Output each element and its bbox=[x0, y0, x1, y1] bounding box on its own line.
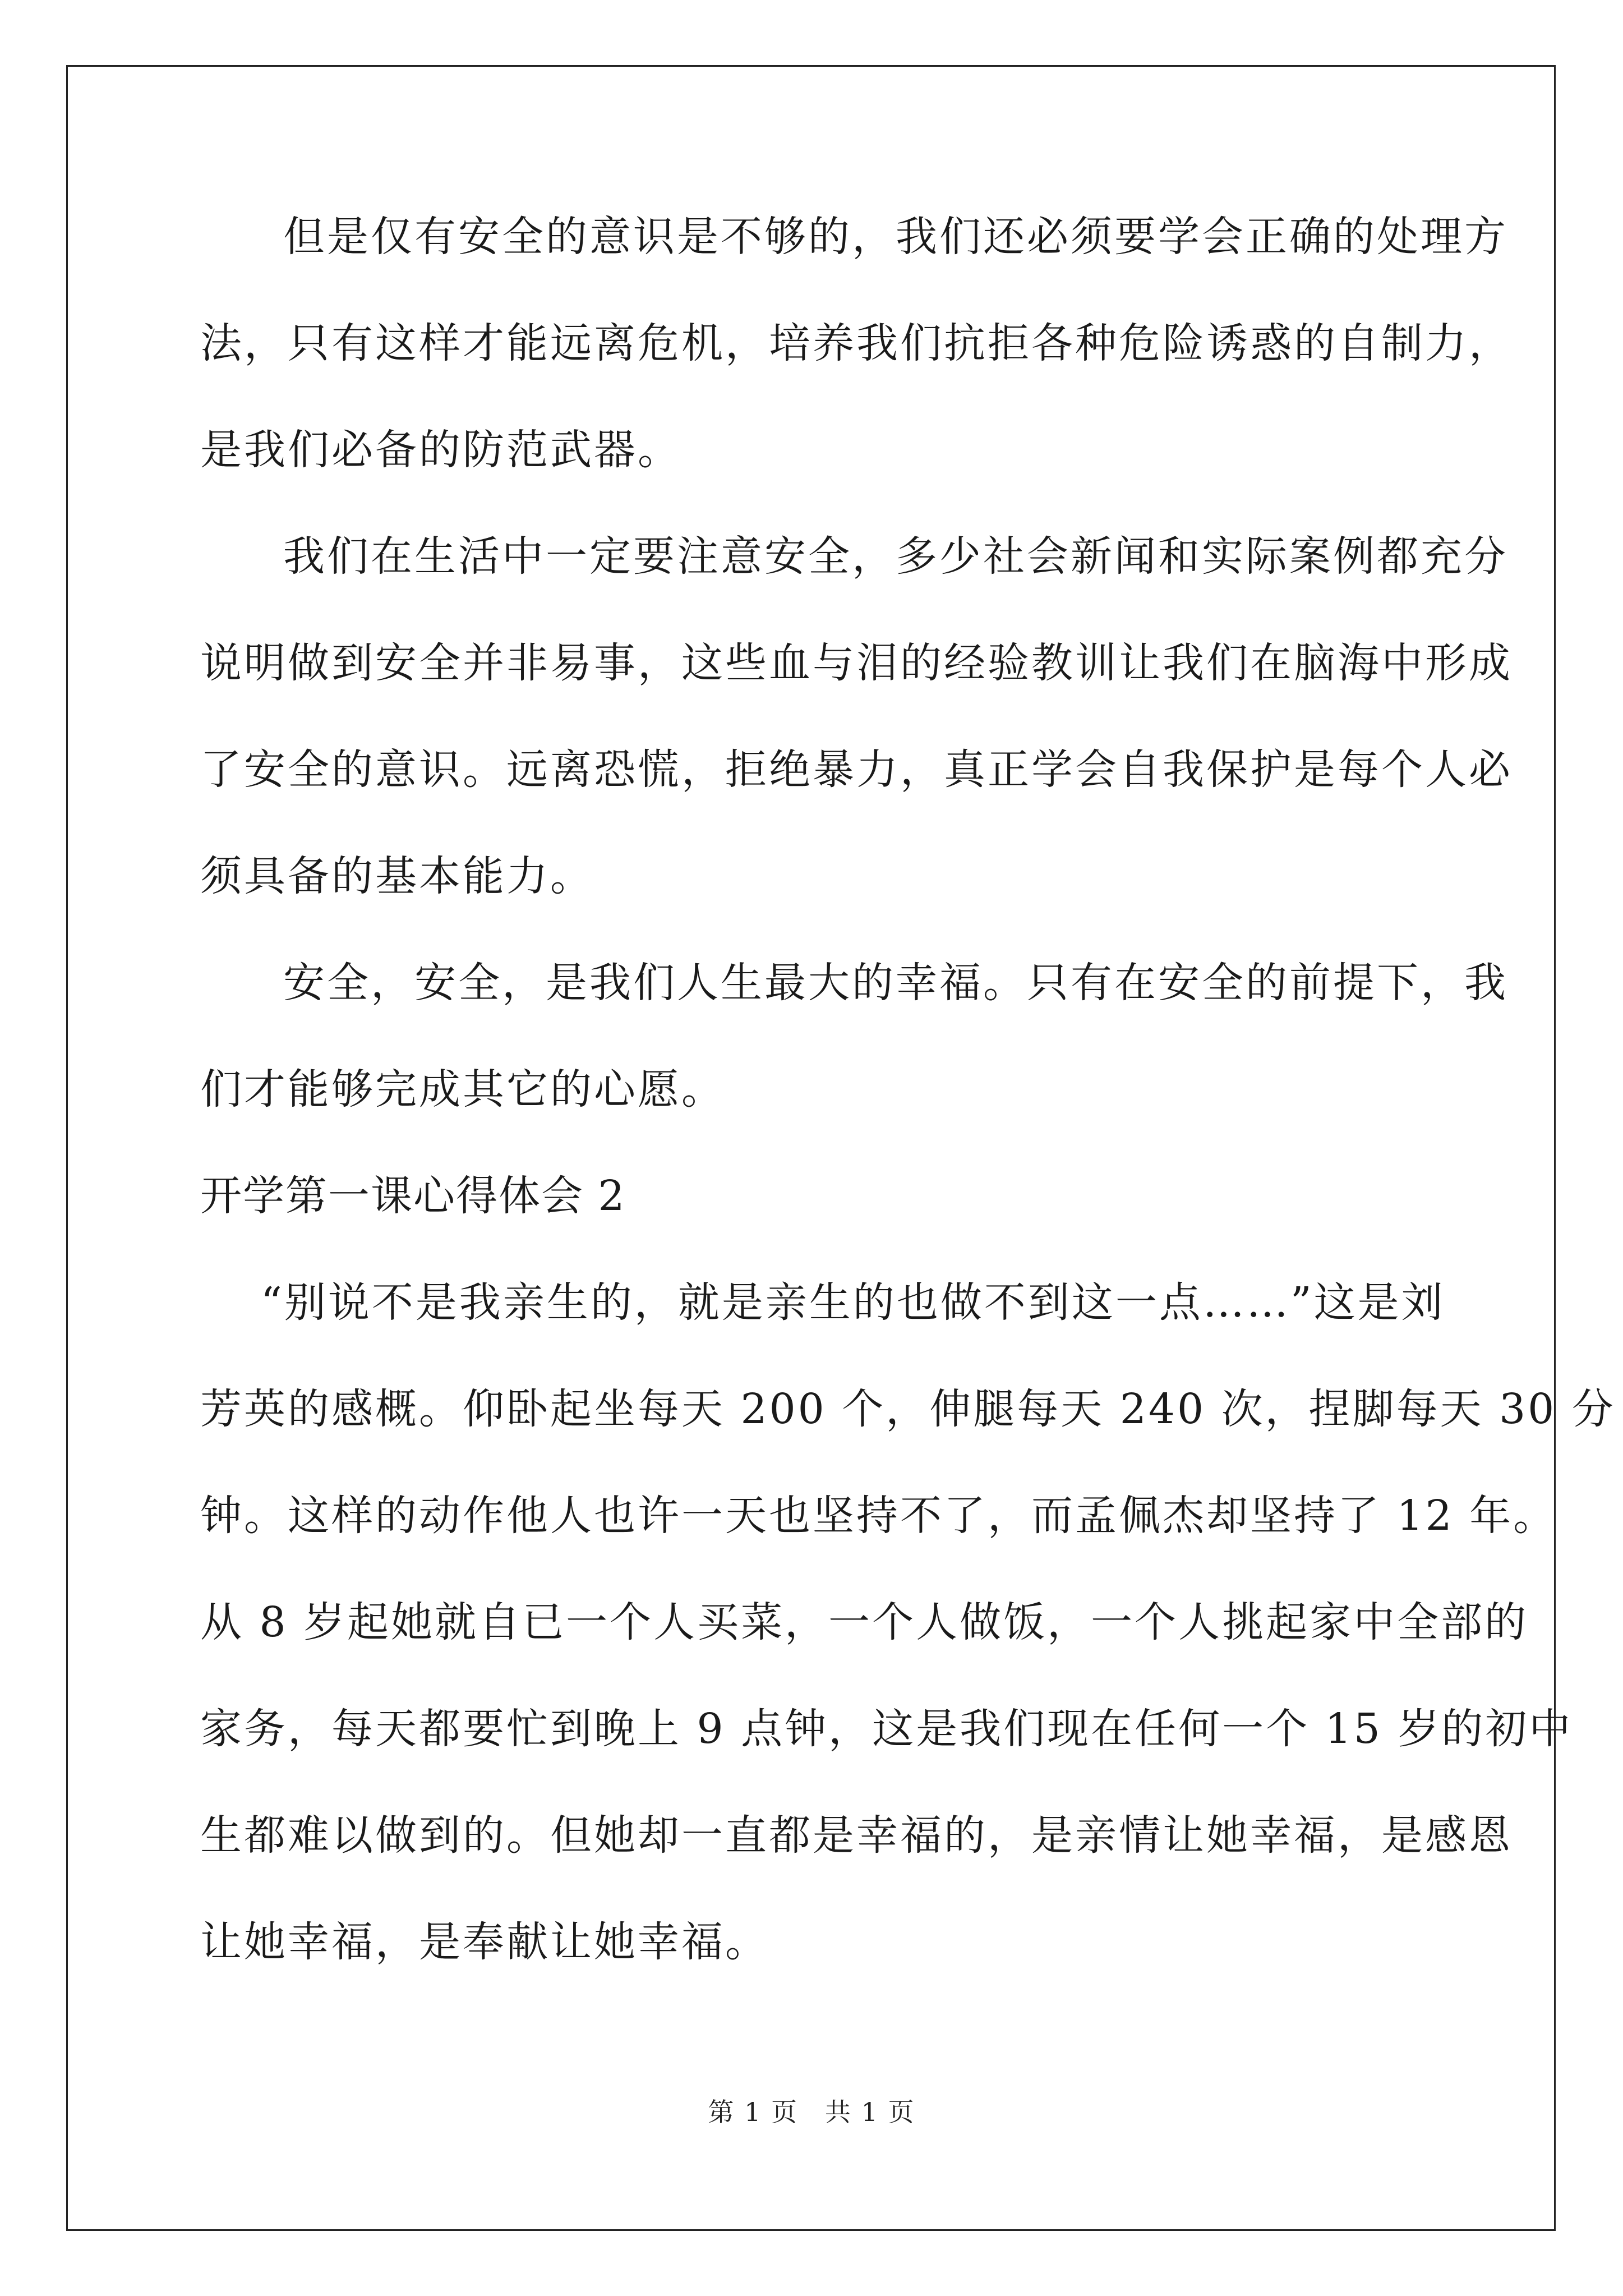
section-heading: 开学第一课心得体会 2 bbox=[200, 1172, 626, 1220]
paragraph-4-line-6: 生都难以做到的。但她却一直都是幸福的，是亲情让她幸福，是感恩 bbox=[200, 1811, 1513, 1860]
paragraph-3-line-1: 安全，安全，是我们人生最大的幸福。只有在安全的前提下，我 bbox=[283, 959, 1508, 1007]
paragraph-2-line-1: 我们在生活中一定要注意安全，多少社会新闻和实际案例都充分 bbox=[283, 532, 1508, 581]
paragraph-1-line-2: 法，只有这样才能远离危机，培养我们抗拒各种危险诱惑的自制力， bbox=[200, 319, 1513, 367]
paragraph-4-line-1: “别说不是我亲生的，就是亲生的也做不到这一点……”这是刘 bbox=[261, 1278, 1445, 1327]
paragraph-1-line-1: 但是仅有安全的意识是不够的，我们还必须要学会正确的处理方 bbox=[283, 213, 1508, 261]
paragraph-2-line-3: 了安全的意识。远离恐慌，拒绝暴力，真正学会自我保护是每个人必 bbox=[200, 746, 1513, 794]
page-footer: 第 1 页 共 1 页 bbox=[708, 2097, 915, 2127]
paragraph-1-line-3: 是我们必备的防范武器。 bbox=[200, 426, 681, 474]
paragraph-4-line-2: 芳英的感概。仰卧起坐每天 200 个，伸腿每天 240 次，捏脚每天 30 分 bbox=[200, 1385, 1616, 1433]
paragraph-4-line-4: 从 8 岁起她就自已一个人买菜，一个人做饭，一个人挑起家中全部的 bbox=[200, 1598, 1529, 1646]
paragraph-2-line-2: 说明做到安全并非易事，这些血与泪的经验教训让我们在脑海中形成 bbox=[200, 639, 1513, 687]
paragraph-3-line-2: 们才能够完成其它的心愿。 bbox=[200, 1065, 725, 1114]
paragraph-4-line-7: 让她幸福，是奉献让她幸福。 bbox=[200, 1918, 769, 1966]
paragraph-2-line-4: 须具备的基本能力。 bbox=[200, 852, 594, 900]
paragraph-4-line-3: 钟。这样的动作他人也许一天也坚持不了，而孟佩杰却坚持了 12 年。 bbox=[200, 1492, 1557, 1540]
page-border bbox=[66, 65, 1556, 2231]
paragraph-4-line-5: 家务，每天都要忙到晚上 9 点钟，这是我们现在任何一个 15 岁的初中 bbox=[200, 1705, 1573, 1753]
